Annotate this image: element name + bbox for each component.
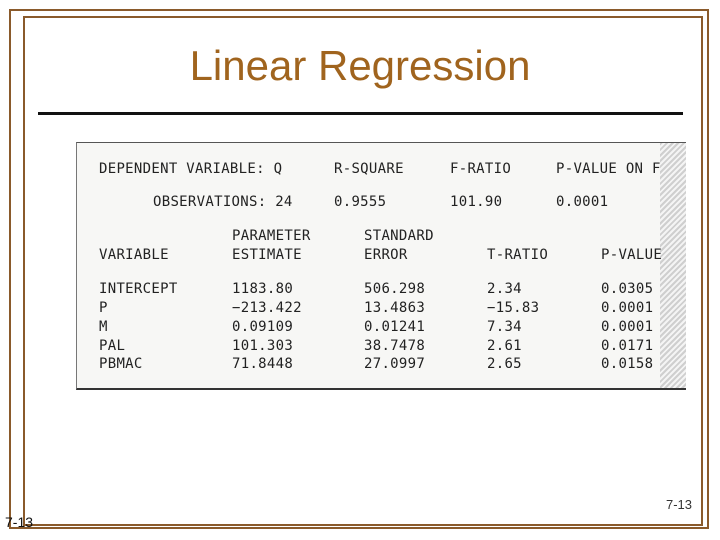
fratio-label: F-RATIO <box>450 161 512 177</box>
row-std-error: 506.298 <box>364 281 426 297</box>
row-std-error: 0.01241 <box>364 319 426 335</box>
row-estimate: 71.8448 <box>232 356 294 372</box>
pvalue-on-f-value: 0.0001 <box>556 194 609 210</box>
scan-edge-texture <box>660 143 686 388</box>
row-std-error: 38.7478 <box>364 338 426 354</box>
row-tratio: 7.34 <box>487 319 522 335</box>
row-estimate: 1183.80 <box>232 281 294 297</box>
row-pvalue: 0.0158 <box>601 356 654 372</box>
header-parameter: PARAMETER <box>232 228 311 244</box>
header-estimate: ESTIMATE <box>232 247 302 263</box>
row-variable: P <box>99 300 108 316</box>
regression-output-image <box>76 142 686 390</box>
rsquare-label: R-SQUARE <box>334 161 404 177</box>
row-tratio: 2.65 <box>487 356 522 372</box>
page-number-left: 7-13 <box>5 514 34 530</box>
header-standard: STANDARD <box>364 228 434 244</box>
row-variable: M <box>99 319 108 335</box>
row-variable: PAL <box>99 338 126 354</box>
title-divider <box>38 112 683 115</box>
row-variable: INTERCEPT <box>99 281 178 297</box>
row-std-error: 13.4863 <box>364 300 426 316</box>
slide-title: Linear Regression <box>189 42 531 89</box>
row-estimate: 101.303 <box>232 338 294 354</box>
row-pvalue: 0.0001 <box>601 300 654 316</box>
row-tratio: 2.34 <box>487 281 522 297</box>
header-variable: VARIABLE <box>99 247 169 263</box>
row-tratio: −15.83 <box>487 300 540 316</box>
rsquare-value: 0.9555 <box>334 194 387 210</box>
row-estimate: −213.422 <box>232 300 302 316</box>
row-variable: PBMAC <box>99 356 143 372</box>
pvalue-on-f-label: P-VALUE ON F <box>556 161 661 177</box>
row-std-error: 27.0997 <box>364 356 426 372</box>
row-pvalue: 0.0171 <box>601 338 654 354</box>
fratio-value: 101.90 <box>450 194 503 210</box>
page-number-right: 7-13 <box>665 497 692 512</box>
header-tratio: T-RATIO <box>487 247 549 263</box>
header-error: ERROR <box>364 247 408 263</box>
header-pvalue: P-VALUE <box>601 247 663 263</box>
row-tratio: 2.61 <box>487 338 522 354</box>
dependent-variable-label: DEPENDENT VARIABLE: Q <box>99 161 283 177</box>
row-estimate: 0.09109 <box>232 319 294 335</box>
row-pvalue: 0.0305 <box>601 281 654 297</box>
observations-label: OBSERVATIONS: 24 <box>153 194 293 210</box>
row-pvalue: 0.0001 <box>601 319 654 335</box>
